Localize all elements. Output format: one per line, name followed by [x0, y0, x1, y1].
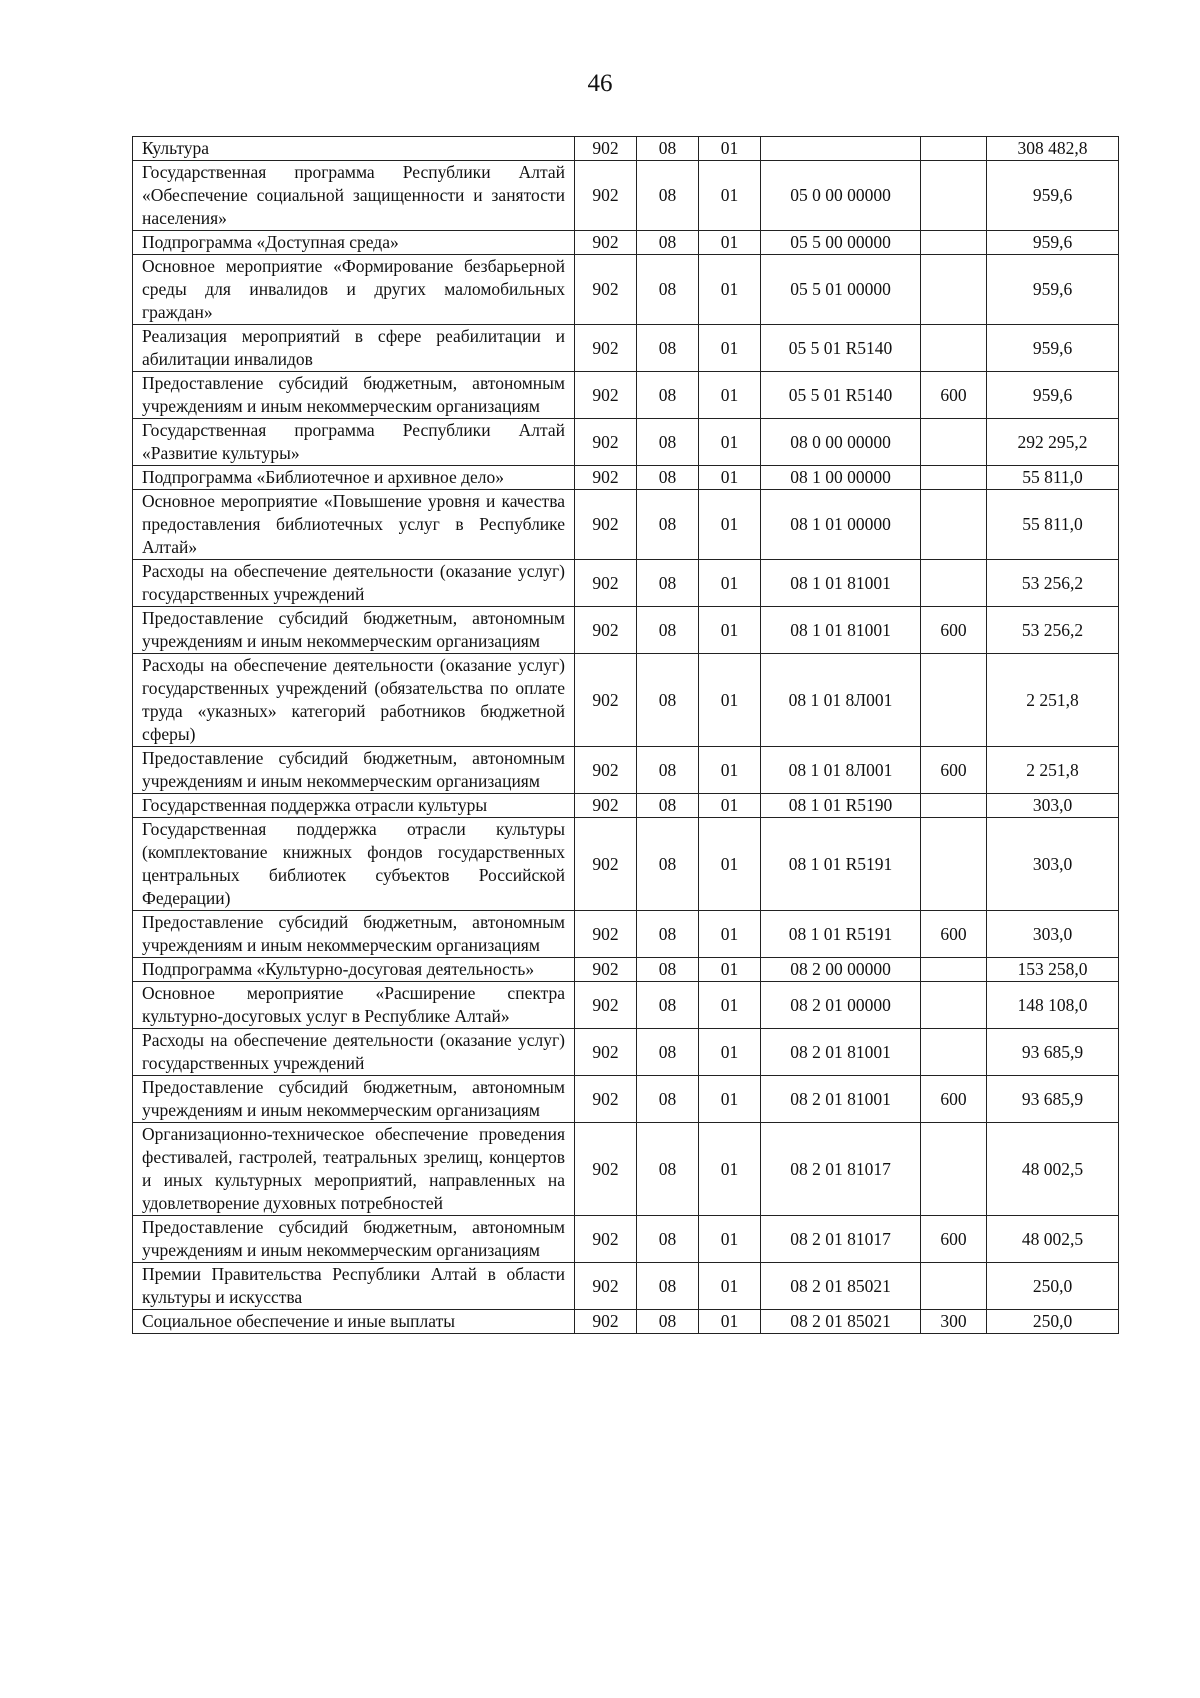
- table-row: [133, 419, 1119, 466]
- expense-name-cell: Основное мероприятие «Повышение уровня и качества предоставления библиотечных услуг в Республике Алтай»: [133, 490, 575, 560]
- department-code-cell: 902: [575, 161, 637, 231]
- section-code-cell: 08: [637, 958, 699, 982]
- table-row: [133, 1029, 1119, 1076]
- target-article-cell: 05 0 00 00000: [761, 161, 921, 231]
- expense-name-cell: Предоставление субсидий бюджетным, автономным учреждениям и иным некоммерческим организациям: [133, 1216, 575, 1263]
- subsection-code-cell: 01: [699, 1263, 761, 1310]
- amount-cell: 53 256,2: [987, 560, 1119, 607]
- department-code-cell: 902: [575, 1263, 637, 1310]
- department-code-cell: 902: [575, 325, 637, 372]
- amount-cell: 959,6: [987, 231, 1119, 255]
- expense-name-cell: Организационно-техническое обеспечение проведения фестивалей, гастролей, театральных зрелищ, концертов и иных культурных мероприятий, направленных на удовлетворение духовных потребностей: [133, 1123, 575, 1216]
- department-code-cell: 902: [575, 1216, 637, 1263]
- expense-name-cell: Расходы на обеспечение деятельности (оказание услуг) государственных учреждений (обязательства по оплате труда «указных» категорий работников бюджетной сферы): [133, 654, 575, 747]
- table-row: [133, 607, 1119, 654]
- section-code-cell: 08: [637, 1310, 699, 1334]
- section-code-cell: 08: [637, 794, 699, 818]
- department-code-cell: 902: [575, 958, 637, 982]
- expense-name-cell: Реализация мероприятий в сфере реабилитации и абилитации инвалидов: [133, 325, 575, 372]
- table-row: [133, 911, 1119, 958]
- amount-cell: 148 108,0: [987, 982, 1119, 1029]
- target-article-cell: 08 2 01 00000: [761, 982, 921, 1029]
- subsection-code-cell: 01: [699, 325, 761, 372]
- table-row: [133, 1076, 1119, 1123]
- expense-type-cell: 600: [921, 1216, 987, 1263]
- amount-cell: 303,0: [987, 794, 1119, 818]
- table-row: [133, 1263, 1119, 1310]
- section-code-cell: 08: [637, 982, 699, 1029]
- target-article-cell: 08 2 01 81017: [761, 1123, 921, 1216]
- expense-name-cell: Культура: [133, 137, 575, 161]
- target-article-cell: 08 1 01 R5190: [761, 794, 921, 818]
- expense-type-cell: [921, 654, 987, 747]
- amount-cell: 959,6: [987, 161, 1119, 231]
- amount-cell: 303,0: [987, 818, 1119, 911]
- section-code-cell: 08: [637, 1263, 699, 1310]
- expense-name-cell: Предоставление субсидий бюджетным, автономным учреждениям и иным некоммерческим организациям: [133, 607, 575, 654]
- table-row: [133, 560, 1119, 607]
- subsection-code-cell: 01: [699, 982, 761, 1029]
- expense-name-cell: Подпрограмма «Библиотечное и архивное дело»: [133, 466, 575, 490]
- table-row: [133, 466, 1119, 490]
- expense-name-cell: Расходы на обеспечение деятельности (оказание услуг) государственных учреждений: [133, 560, 575, 607]
- subsection-code-cell: 01: [699, 161, 761, 231]
- expense-type-cell: 600: [921, 607, 987, 654]
- target-article-cell: 08 2 01 85021: [761, 1263, 921, 1310]
- expense-type-cell: [921, 231, 987, 255]
- amount-cell: 48 002,5: [987, 1216, 1119, 1263]
- department-code-cell: 902: [575, 794, 637, 818]
- expense-type-cell: [921, 1263, 987, 1310]
- amount-cell: 2 251,8: [987, 747, 1119, 794]
- expense-type-cell: [921, 419, 987, 466]
- section-code-cell: 08: [637, 1216, 699, 1263]
- expense-type-cell: [921, 794, 987, 818]
- expense-type-cell: [921, 490, 987, 560]
- subsection-code-cell: 01: [699, 255, 761, 325]
- table-row: [133, 1216, 1119, 1263]
- section-code-cell: 08: [637, 372, 699, 419]
- table-row: [133, 818, 1119, 911]
- table-row: [133, 372, 1119, 419]
- amount-cell: 93 685,9: [987, 1029, 1119, 1076]
- target-article-cell: 08 1 01 8Л001: [761, 654, 921, 747]
- target-article-cell: 05 5 01 R5140: [761, 325, 921, 372]
- department-code-cell: 902: [575, 607, 637, 654]
- table-row: [133, 982, 1119, 1029]
- table-row: [133, 325, 1119, 372]
- amount-cell: 93 685,9: [987, 1076, 1119, 1123]
- amount-cell: 55 811,0: [987, 490, 1119, 560]
- expense-type-cell: 600: [921, 911, 987, 958]
- target-article-cell: [761, 137, 921, 161]
- expense-name-cell: Предоставление субсидий бюджетным, автономным учреждениям и иным некоммерческим организациям: [133, 372, 575, 419]
- department-code-cell: 902: [575, 372, 637, 419]
- subsection-code-cell: 01: [699, 1076, 761, 1123]
- expense-type-cell: [921, 1123, 987, 1216]
- target-article-cell: 08 1 01 00000: [761, 490, 921, 560]
- department-code-cell: 902: [575, 231, 637, 255]
- amount-cell: 959,6: [987, 372, 1119, 419]
- section-code-cell: 08: [637, 1076, 699, 1123]
- amount-cell: 53 256,2: [987, 607, 1119, 654]
- table-row: [133, 1310, 1119, 1334]
- expense-name-cell: Социальное обеспечение и иные выплаты: [133, 1310, 575, 1334]
- amount-cell: 308 482,8: [987, 137, 1119, 161]
- subsection-code-cell: 01: [699, 419, 761, 466]
- section-code-cell: 08: [637, 1123, 699, 1216]
- budget-table-body: [133, 137, 1119, 1334]
- expense-type-cell: [921, 1029, 987, 1076]
- expense-name-cell: Предоставление субсидий бюджетным, автономным учреждениям и иным некоммерческим организациям: [133, 1076, 575, 1123]
- subsection-code-cell: 01: [699, 372, 761, 419]
- amount-cell: 959,6: [987, 325, 1119, 372]
- section-code-cell: 08: [637, 466, 699, 490]
- department-code-cell: 902: [575, 654, 637, 747]
- expense-type-cell: 300: [921, 1310, 987, 1334]
- section-code-cell: 08: [637, 1029, 699, 1076]
- amount-cell: 2 251,8: [987, 654, 1119, 747]
- expense-name-cell: Подпрограмма «Культурно-досуговая деятельность»: [133, 958, 575, 982]
- expense-type-cell: 600: [921, 1076, 987, 1123]
- section-code-cell: 08: [637, 747, 699, 794]
- amount-cell: 959,6: [987, 255, 1119, 325]
- expense-name-cell: Основное мероприятие «Расширение спектра культурно-досуговых услуг в Республике Алтай»: [133, 982, 575, 1029]
- table-row: [133, 137, 1119, 161]
- target-article-cell: 08 1 01 8Л001: [761, 747, 921, 794]
- department-code-cell: 902: [575, 560, 637, 607]
- expense-type-cell: [921, 560, 987, 607]
- expense-name-cell: Основное мероприятие «Формирование безбарьерной среды для инвалидов и других маломобильных граждан»: [133, 255, 575, 325]
- expense-type-cell: [921, 466, 987, 490]
- expense-name-cell: Предоставление субсидий бюджетным, автономным учреждениям и иным некоммерческим организациям: [133, 911, 575, 958]
- budget-table: [132, 136, 1119, 1334]
- target-article-cell: 08 2 01 81001: [761, 1029, 921, 1076]
- section-code-cell: 08: [637, 255, 699, 325]
- table-row: [133, 958, 1119, 982]
- subsection-code-cell: 01: [699, 654, 761, 747]
- subsection-code-cell: 01: [699, 794, 761, 818]
- expense-name-cell: Государственная программа Республики Алтай «Развитие культуры»: [133, 419, 575, 466]
- target-article-cell: 08 0 00 00000: [761, 419, 921, 466]
- subsection-code-cell: 01: [699, 818, 761, 911]
- expense-type-cell: [921, 982, 987, 1029]
- target-article-cell: 08 1 00 00000: [761, 466, 921, 490]
- target-article-cell: 08 1 01 81001: [761, 560, 921, 607]
- department-code-cell: 902: [575, 1310, 637, 1334]
- target-article-cell: 08 1 01 81001: [761, 607, 921, 654]
- subsection-code-cell: 01: [699, 1029, 761, 1076]
- expense-name-cell: Расходы на обеспечение деятельности (оказание услуг) государственных учреждений: [133, 1029, 575, 1076]
- department-code-cell: 902: [575, 982, 637, 1029]
- section-code-cell: 08: [637, 137, 699, 161]
- subsection-code-cell: 01: [699, 560, 761, 607]
- department-code-cell: 902: [575, 255, 637, 325]
- expense-name-cell: Государственная поддержка отрасли культуры: [133, 794, 575, 818]
- expense-type-cell: [921, 958, 987, 982]
- section-code-cell: 08: [637, 325, 699, 372]
- department-code-cell: 902: [575, 818, 637, 911]
- target-article-cell: 08 2 01 81001: [761, 1076, 921, 1123]
- subsection-code-cell: 01: [699, 137, 761, 161]
- section-code-cell: 08: [637, 419, 699, 466]
- expense-type-cell: [921, 161, 987, 231]
- subsection-code-cell: 01: [699, 1216, 761, 1263]
- amount-cell: 48 002,5: [987, 1123, 1119, 1216]
- target-article-cell: 08 2 00 00000: [761, 958, 921, 982]
- target-article-cell: 05 5 00 00000: [761, 231, 921, 255]
- table-row: [133, 747, 1119, 794]
- amount-cell: 153 258,0: [987, 958, 1119, 982]
- subsection-code-cell: 01: [699, 231, 761, 255]
- section-code-cell: 08: [637, 607, 699, 654]
- subsection-code-cell: 01: [699, 911, 761, 958]
- subsection-code-cell: 01: [699, 490, 761, 560]
- table-row: [133, 794, 1119, 818]
- amount-cell: 250,0: [987, 1310, 1119, 1334]
- table-row: [133, 490, 1119, 560]
- department-code-cell: 902: [575, 490, 637, 560]
- expense-name-cell: Премии Правительства Республики Алтай в области культуры и искусства: [133, 1263, 575, 1310]
- table-row: [133, 231, 1119, 255]
- subsection-code-cell: 01: [699, 1123, 761, 1216]
- page-number: 46: [587, 70, 613, 97]
- section-code-cell: 08: [637, 818, 699, 911]
- section-code-cell: 08: [637, 911, 699, 958]
- expense-type-cell: [921, 818, 987, 911]
- department-code-cell: 902: [575, 1123, 637, 1216]
- section-code-cell: 08: [637, 560, 699, 607]
- section-code-cell: 08: [637, 490, 699, 560]
- table-row: [133, 161, 1119, 231]
- expense-name-cell: Государственная поддержка отрасли культуры (комплектование книжных фондов государственных центральных библиотек субъектов Российской Федерации): [133, 818, 575, 911]
- expense-name-cell: Предоставление субсидий бюджетным, автономным учреждениям и иным некоммерческим организациям: [133, 747, 575, 794]
- subsection-code-cell: 01: [699, 1310, 761, 1334]
- expense-type-cell: 600: [921, 372, 987, 419]
- expense-type-cell: [921, 325, 987, 372]
- table-row: [133, 255, 1119, 325]
- target-article-cell: 08 2 01 81017: [761, 1216, 921, 1263]
- expense-name-cell: Подпрограмма «Доступная среда»: [133, 231, 575, 255]
- amount-cell: 250,0: [987, 1263, 1119, 1310]
- expense-type-cell: [921, 137, 987, 161]
- expense-name-cell: Государственная программа Республики Алтай «Обеспечение социальной защищенности и занятости населения»: [133, 161, 575, 231]
- amount-cell: 55 811,0: [987, 466, 1119, 490]
- subsection-code-cell: 01: [699, 958, 761, 982]
- section-code-cell: 08: [637, 161, 699, 231]
- department-code-cell: 902: [575, 137, 637, 161]
- expense-type-cell: 600: [921, 747, 987, 794]
- target-article-cell: 08 1 01 R5191: [761, 818, 921, 911]
- department-code-cell: 902: [575, 747, 637, 794]
- expense-type-cell: [921, 255, 987, 325]
- section-code-cell: 08: [637, 654, 699, 747]
- amount-cell: 303,0: [987, 911, 1119, 958]
- target-article-cell: 08 1 01 R5191: [761, 911, 921, 958]
- amount-cell: 292 295,2: [987, 419, 1119, 466]
- target-article-cell: 05 5 01 R5140: [761, 372, 921, 419]
- department-code-cell: 902: [575, 1076, 637, 1123]
- target-article-cell: 05 5 01 00000: [761, 255, 921, 325]
- subsection-code-cell: 01: [699, 607, 761, 654]
- department-code-cell: 902: [575, 419, 637, 466]
- department-code-cell: 902: [575, 466, 637, 490]
- section-code-cell: 08: [637, 231, 699, 255]
- department-code-cell: 902: [575, 1029, 637, 1076]
- table-row: [133, 654, 1119, 747]
- table-row: [133, 1123, 1119, 1216]
- department-code-cell: 902: [575, 911, 637, 958]
- subsection-code-cell: 01: [699, 466, 761, 490]
- target-article-cell: 08 2 01 85021: [761, 1310, 921, 1334]
- subsection-code-cell: 01: [699, 747, 761, 794]
